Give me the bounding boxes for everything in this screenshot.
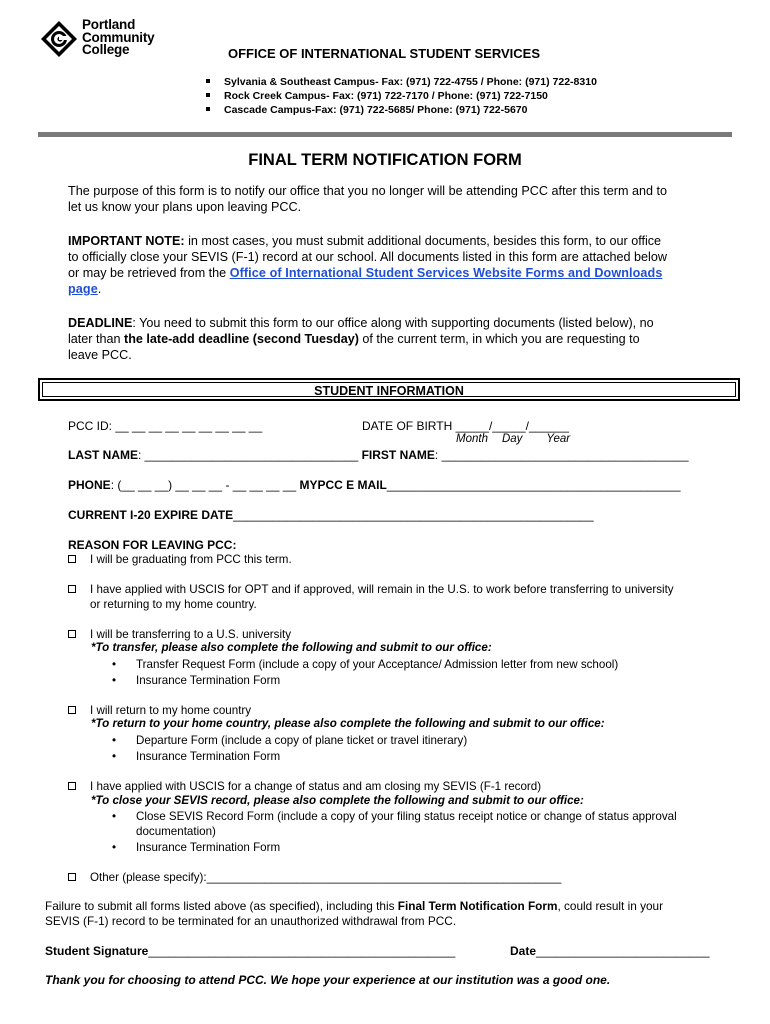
status-note: *To close your SEVIS record, please also complete the following and submit to our office: — [91, 794, 584, 807]
important-note: IMPORTANT NOTE: in most cases, you must submit additional documents, besides this form, to our office to officially close your SEVIS (F-1) record at our school. All documents listed in this form are attached below or may be retrieved from the Office of International Student Services Website Forms and Downloads page. — [68, 234, 667, 296]
campus-contact: Cascade Campus-Fax: (971) 722-5685/ Phone: (971) 722-5670 — [206, 104, 527, 116]
date-of-birth-field[interactable]: DATE OF BIRTH _____/_____/______ — [362, 419, 570, 433]
student-info-heading: STUDENT INFORMATION — [314, 384, 464, 398]
pcc-id-field[interactable]: PCC ID: __ __ __ __ __ __ __ __ __ — [68, 419, 263, 433]
date-of-birth-legend: Month Day Year — [456, 433, 571, 445]
forms-downloads-link-cont[interactable]: page — [68, 282, 98, 296]
deadline-paragraph: DEADLINE: You need to submit this form to our office along with supporting documents (listed below), no later than the late-add deadline (second Tuesday) of the current term, in which you are requesting to leave PCC. — [68, 316, 654, 362]
logo-line: Portland — [82, 17, 136, 32]
forms-downloads-link[interactable]: Office of International Student Services Website Forms and Downloads — [229, 266, 663, 280]
purpose-paragraph: The purpose of this form is to notify our office that you no longer will be attending PCC after this term and to let us know your plans upon leaving PCC. — [68, 184, 667, 214]
office-heading: OFFICE OF INTERNATIONAL STUDENT SERVICES — [228, 46, 541, 61]
transfer-note: *To transfer, please also complete the following and submit to our office: — [91, 641, 492, 654]
reason-heading: REASON FOR LEAVING PCC: — [68, 538, 237, 552]
checkbox[interactable] — [68, 782, 76, 790]
thank-you-note: Thank you for choosing to attend PCC. We hope your experience at our institution was a good one. — [45, 973, 611, 987]
college-logo-text — [82, 19, 154, 57]
form-title: FINAL TERM NOTIFICATION FORM — [248, 151, 522, 169]
logo-line: Community — [82, 29, 155, 45]
failure-warning: Failure to submit all forms listed above (as specified), including this Final Term Notification Form, could result in your SEVIS (F-1) record to be terminated for an unauthorized withdrawal from PCC. — [45, 899, 664, 928]
checkbox[interactable] — [68, 873, 76, 881]
pcc-logo-icon — [40, 20, 78, 58]
checkbox[interactable] — [68, 706, 76, 714]
header-divider — [38, 132, 732, 137]
date-field[interactable]: Date__________________________ — [510, 944, 710, 958]
logo-line: College — [82, 42, 130, 57]
last-name-field[interactable]: LAST NAME: ________________________________ FIRST NAME: _____________________________________ — [68, 448, 689, 462]
i20-expire-date-field[interactable]: CURRENT I-20 EXPIRE DATE______________________________________________________ — [68, 508, 594, 522]
return-note: *To return to your home country, please also complete the following and submit to our office: — [91, 717, 605, 730]
checkbox[interactable] — [68, 555, 76, 563]
student-signature-field[interactable]: Student Signature______________________________________________ — [45, 944, 456, 958]
campus-contact: Sylvania & Southeast Campus- Fax: (971) 722-4755 / Phone: (971) 722-8310 — [206, 76, 597, 88]
campus-contact: Rock Creek Campus- Fax: (971) 722-7170 / Phone: (971) 722-7150 — [206, 90, 548, 102]
phone-field[interactable]: PHONE: (__ __ __) __ __ __ - __ __ __ __ MYPCC E MAIL____________________________________________ — [68, 478, 681, 492]
checkbox[interactable] — [68, 630, 76, 638]
checkbox[interactable] — [68, 585, 76, 593]
